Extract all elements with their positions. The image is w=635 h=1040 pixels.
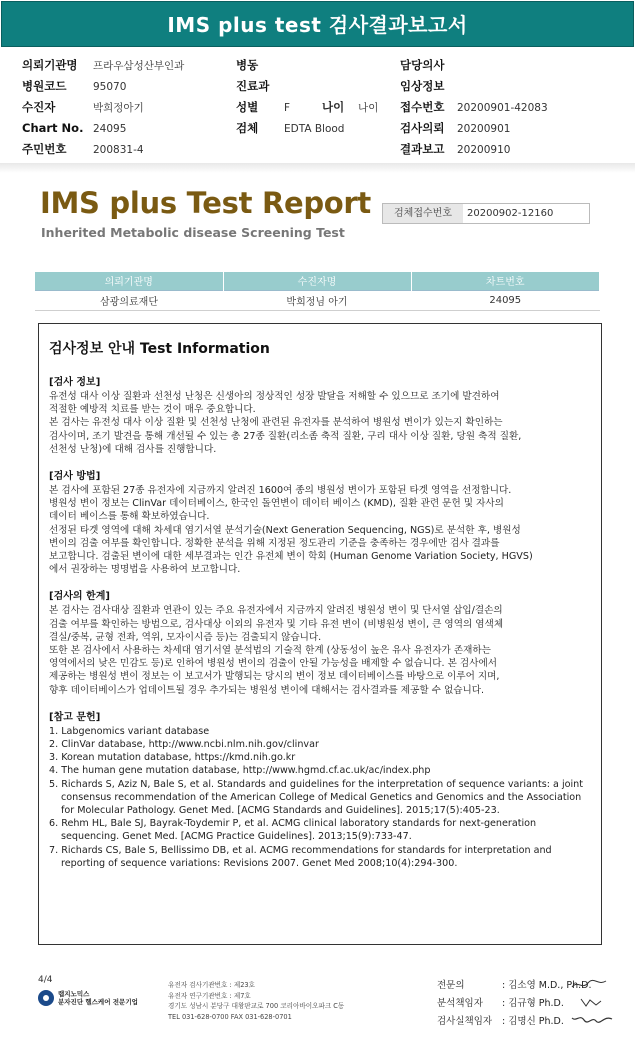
text-line: 검사이며, 조기 발견을 통해 개선될 수 있는 총 27종 질환(리소좀 축적 질환, 구리 대사 이상 질환, 당원 축적 질환, (49, 430, 522, 442)
field-label: 결과보고 (400, 142, 445, 156)
request-date-row (400, 118, 548, 139)
signature-2-icon (578, 996, 604, 1008)
field-label: 수진자 (22, 100, 56, 114)
text-line: 선천성 난청)에 대해 검사를 진행합니다. (49, 443, 217, 455)
page-number: 4/4 (38, 975, 53, 985)
clinical-info-row (400, 76, 548, 97)
field-label: 검체 (236, 121, 259, 135)
text-line: 데이터 베이스를 통해 확보하였습니다. (49, 511, 210, 523)
text-line: 본 검사는 검사대상 질환과 연관이 있는 주요 유전자에서 지금까지 알려진 병원성 변이 및 단서열 삽입/결손의 (49, 605, 503, 617)
signatory-role: 분석책임자 (437, 998, 483, 1009)
table-header: 의뢰기관명 (35, 272, 223, 290)
address-line: 유전자 연구기관번호 : 제7호 (168, 991, 251, 1000)
field-value: 프라우삼성산부인과 (93, 60, 185, 72)
report-header-title: IMS plus test 검사결과보고서 (167, 13, 468, 37)
field-label: 병동 (236, 58, 259, 72)
signatory-row (437, 977, 591, 995)
patient-info-col1 (22, 55, 184, 160)
field-label: 병원코드 (22, 79, 67, 93)
table-header-row (35, 272, 600, 290)
signatory-role: 검사실책임자 (437, 1016, 493, 1027)
text-line: 검출 여부를 확인하는 방법으로, 검사대상 이외의 유전자 및 기타 유전 변이 (비병원성 변이, 큰 영역의 염색체 (49, 618, 504, 630)
field-label: 주민번호 (22, 142, 67, 156)
reference-item: 3. Korean mutation database, https://kmd.nih.go.kr (49, 752, 296, 764)
signatory-name: : 김소영 M.D., Ph.D. (502, 980, 592, 991)
referring-institution-row (22, 55, 184, 76)
table-header: 차트번호 (411, 272, 600, 290)
text-line: 본 검사에 포함된 27종 유전자에 지금까지 알려진 1600여 종의 병원성 변이가 포함된 타겟 영역을 선정합니다. (49, 485, 512, 497)
text-line: 병원성 변이 정보는 ClinVar 데이터베이스, 한국인 돌연변이 데이터 베이스 (KMD), 질환 관련 문헌 및 자사의 (49, 498, 504, 510)
field-label: 검사의뢰 (400, 121, 445, 135)
sex-age-row (236, 97, 378, 118)
section-heading: [검사의 한계] (49, 591, 110, 603)
text-line: 본 검사는 유전성 대사 이상 질환 및 선천성 난청에 관련된 유전자를 분석하여 병원성 변이가 있는지 확인하는 (49, 417, 503, 429)
report-date-row (400, 139, 548, 160)
accession-label: 검체접수번호 (383, 204, 463, 223)
section-heading: [검사 방법] (49, 471, 101, 483)
text-line: 향후 데이터베이스가 업데이트될 경우 추가되는 병원성 변이에 대해서는 검사결과를 제공할 수 없습니다. (49, 684, 485, 696)
specimen-row (236, 118, 378, 139)
field-label: 의뢰기관명 (22, 58, 78, 72)
table-cell: 박희정님 아기 (223, 290, 411, 310)
section-text (49, 390, 591, 456)
section-text (49, 604, 591, 696)
hospital-code-row (22, 76, 184, 97)
section-heading: [참고 문헌] (49, 711, 101, 723)
table-cell: 삼광의료재단 (35, 290, 223, 310)
text-line: 결실/중복, 균형 전좌, 역위, 모자이시즘 등)는 검출되지 않습니다. (49, 631, 322, 643)
department-row (236, 76, 378, 97)
lab-address (168, 980, 344, 1022)
ward-row (236, 55, 378, 76)
report-title: IMS plus Test Report (40, 186, 371, 220)
table-row (35, 290, 600, 310)
field-value: 20200901-42083 (457, 102, 548, 114)
field-label: 임상정보 (400, 79, 445, 93)
signatories (437, 977, 591, 1031)
table-header: 수진자명 (223, 272, 411, 290)
physician-row (400, 55, 548, 76)
reference-item: 7. Richards CS, Bale S, Bellissimo DB, et al. ACMG recommendations for standards for interpretation and reporting of sequence variations: Revisions 2007. Genet Med 2008;10(4):294-300. (49, 844, 552, 869)
field-value: 20200910 (457, 144, 511, 156)
logo-line: 분자진단 헬스케어 전문기업 (58, 998, 138, 1006)
section-heading: [검사 정보] (49, 377, 101, 388)
patient-name-row (22, 97, 184, 118)
patient-info-col3 (400, 55, 548, 160)
patient-summary-table (35, 272, 600, 311)
text-line: 선정된 타겟 영역에 대해 차세대 염기서열 분석기술(Next Generation Sequencing, NGS)로 분석한 후, 병원성 (49, 524, 521, 536)
field-value: 20200901 (457, 123, 511, 135)
table-cell: 24095 (411, 290, 600, 310)
logo-line: 랩지노믹스 (58, 990, 90, 998)
field-label: 진료과 (236, 79, 270, 93)
text-line: 에서 권장하는 명명법을 사용하여 보고합니다. (49, 564, 241, 576)
accession-value: 20200902-12160 (467, 208, 554, 219)
references-list (49, 725, 591, 870)
text-line: 또한 본 검사에서 사용하는 차세대 염기서열 분석법의 기술적 한계 (상동성이 높은 유사 유전자가 존재하는 (49, 645, 491, 657)
signature-1-icon (570, 978, 610, 990)
text-line: 보고합니다. 검출된 변이에 대한 세부결과는 인간 유전체 변이 학회 (Human Genome Variation Society, HGVS) (49, 551, 533, 563)
signature-3-icon (570, 1012, 614, 1024)
company-logo-icon (38, 990, 54, 1006)
section-divider (0, 163, 635, 173)
section-text (49, 484, 591, 576)
receipt-number-row (400, 97, 548, 118)
field-label: 접수번호 (400, 100, 445, 114)
address-line: TEL 031-628-0700 FAX 031-628-0701 (168, 1012, 292, 1021)
id-number-row (22, 139, 184, 160)
chart-no-row (22, 118, 184, 139)
text-line: 영역에서의 낮은 민감도 등)로 인하여 병원성 변이의 검출이 안될 가능성을 배제할 수 없습니다. 본 검사에서 (49, 658, 497, 670)
report-header-bar (1, 1, 634, 47)
reference-item: 1. Labgenomics variant database (49, 725, 210, 737)
field-value: 95070 (93, 81, 127, 93)
field-value: F (284, 102, 291, 114)
field-label: Chart No. (22, 121, 84, 135)
text-line: 제공하는 병원성 변이 정보는 이 보고서가 발행되는 당시의 변이 정보 데이터베이스를 바탕으로 이루어 지며, (49, 671, 500, 683)
reference-item: 5. Richards S, Aziz N, Bale S, et al. Standards and guidelines for the interpretation of sequence variants: a joint consensus recommendation of the American College of Medical Genetics and Genomics and the Association for Molecular Pathology. Genet Med. [ACMG Standards and Guidelines]. 2015;17(5):405-23. (49, 778, 583, 817)
field-value: EDTA Blood (284, 123, 345, 135)
reference-item: 2. ClinVar database, http://www.ncbi.nlm.nih.gov/clinvar (49, 739, 319, 751)
signatory-name: : 김명신 Ph.D. (502, 1016, 564, 1027)
test-information-box (38, 323, 602, 945)
signatory-row (437, 995, 591, 1013)
accession-box (382, 203, 590, 224)
info-title: 검사정보 안내 Test Information (49, 341, 270, 357)
field-value: 24095 (93, 123, 127, 135)
field-label: 성별 (236, 100, 259, 114)
text-line: 변이의 검출 여부를 확인합니다. 정확한 분석을 위해 지정된 정도관리 기준을 충족하는 경우에만 검사 결과를 (49, 537, 500, 549)
age-label: 나이 (322, 100, 345, 114)
reference-item: 6. Rehm HL, Bale SJ, Bayrak-Toydemir P, et al. ACMG clinical laboratory standards for next-generation sequencing. Genet Med. [ACMG Practice Guidelines]. 2013;15(9):733-47. (49, 818, 537, 843)
field-value: 박희정아기 (93, 102, 144, 114)
address-line: 유전자 검사기관번호 : 제23호 (168, 981, 255, 989)
reference-item: 4. The human gene mutation database, http://www.hgmd.cf.ac.uk/ac/index.php (49, 765, 431, 777)
company-logo-text (58, 990, 138, 1006)
signatory-role: 전문의 (437, 980, 465, 991)
report-subtitle: Inherited Metabolic disease Screening Test (41, 225, 345, 240)
field-label: 담당의사 (400, 58, 445, 72)
field-value: 200831-4 (93, 144, 144, 156)
text-line: 유전성 대사 이상 질환과 선천성 난청은 신생아의 정상적인 성장 발달을 저해할 수 있으므로 조기에 발견하여 (49, 391, 500, 402)
text-line: 적절한 예방적 치료를 받는 것이 매우 중요합니다. (49, 404, 256, 416)
signatory-name: : 김규형 Ph.D. (502, 998, 564, 1009)
age-value: 나이 (358, 102, 379, 114)
address-line: 경기도 성남시 분당구 대왕판교로 700 코리아바이오파크 C동 (168, 1002, 345, 1010)
signatory-row (437, 1013, 591, 1031)
patient-info-col2 (236, 55, 378, 139)
